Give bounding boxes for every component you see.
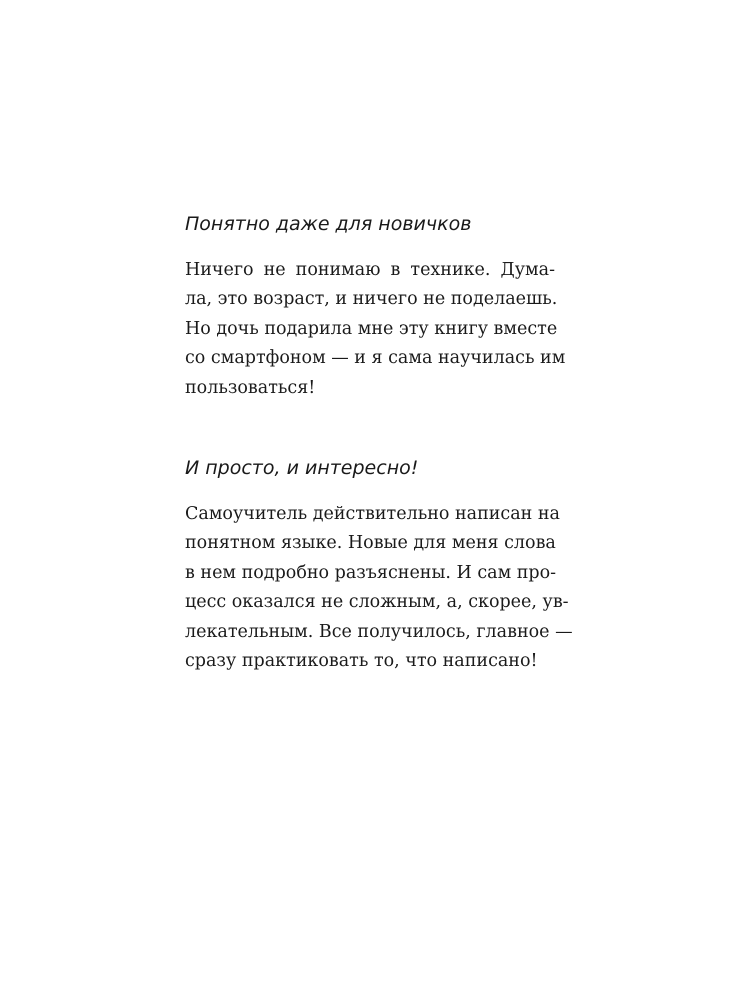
review-block [185,210,566,403]
review-text-line: в нем подробно разъяснены. И сам про- [185,562,557,583]
review-text-line: со смартфоном — и я сама научилась им [185,348,566,369]
review-text-line: сразу практиковать то, что написано! [185,650,538,671]
review-text-line: Но дочь подарила мне эту книгу вместе [185,318,558,339]
review-text-line: Самоучитель действительно написан на [185,504,560,524]
review-block [185,454,573,676]
review-text [185,256,566,403]
review-text-line: лекательным. Все получилось, главное — [185,621,573,642]
review-text-line: ла, это возраст, и ничего не поделаешь. [185,289,558,310]
review-text [185,500,573,676]
review-title: И просто, и интересно! [185,457,419,479]
review-title: Понятно даже для новичков [185,213,472,235]
review-text-line: цесс оказался не сложным, а, скорее, ув- [185,592,569,613]
review-text-line: Ничего не понимаю в технике. Дума- [185,260,555,280]
review-text-line: пользоваться! [185,377,316,398]
review-text-line: понятном языке. Новые для меня слова [185,533,556,554]
